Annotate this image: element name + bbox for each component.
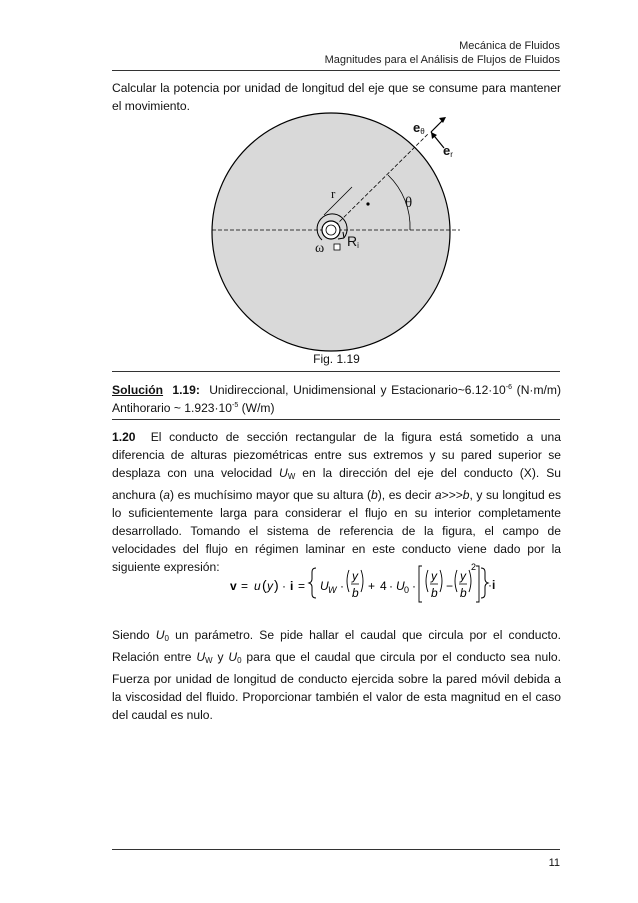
label-e-r: $e_r$ bbox=[443, 143, 453, 159]
eq-lbracket bbox=[419, 566, 422, 602]
footer-rule bbox=[112, 849, 560, 850]
label-omega: ω bbox=[315, 241, 325, 256]
point-marker bbox=[366, 202, 369, 205]
eq-paren-open: ( bbox=[262, 577, 267, 593]
eq-rparen-3 bbox=[469, 570, 471, 592]
eq-dot-4: · bbox=[412, 579, 416, 593]
label-Ri: $R_i$ bbox=[347, 233, 359, 250]
eq-square: 2 bbox=[471, 562, 477, 572]
eq-dot-1: · bbox=[282, 579, 286, 593]
e-r-vector bbox=[431, 120, 443, 132]
eq-i-1: i bbox=[290, 579, 294, 593]
eq-y: y bbox=[267, 579, 273, 593]
eq-dot-3: · bbox=[389, 579, 393, 593]
eq-frac3-den: b bbox=[460, 586, 467, 600]
eq-equals-2: = bbox=[298, 579, 306, 593]
eq-frac2-den: b bbox=[431, 586, 438, 600]
eq-lparen-1 bbox=[347, 570, 349, 592]
eq-dot-2: · bbox=[340, 579, 344, 593]
eq-U-1: U bbox=[320, 579, 329, 593]
eq-v: v bbox=[230, 579, 237, 593]
eq-frac1-num: y bbox=[352, 569, 358, 583]
eq-frac2-num: y bbox=[431, 569, 437, 583]
header-subtitle: Magnitudes para el Análisis de Flujos de Fluidos bbox=[324, 54, 560, 66]
eq-rbracket bbox=[476, 566, 479, 602]
eq-four: 4 bbox=[380, 579, 387, 593]
question-paragraph: Siendo $U_0$ un parámetro. Se pide hallar el caudal que circula por el conducto. Relación entre $U_W$ y $U_0$ para que el caudal que circula por el conducto sea nulo. Fuerza por unidad de longitud de conducto ejercida sobre la pared móvil debida a la viscosidad del fluido. Proporcionar también el valor de esta magnitud en el caso del caudal es nulo. bbox=[112, 628, 561, 722]
eq-frac1-den: b bbox=[352, 586, 359, 600]
eq-minus: − bbox=[446, 579, 454, 593]
velocity-equation bbox=[200, 560, 490, 610]
eq-lparen-3 bbox=[455, 570, 457, 592]
page-number: 11 bbox=[548, 857, 560, 869]
eq-brace-right bbox=[481, 568, 488, 598]
eq-plus: + bbox=[368, 579, 376, 593]
solution-top-rule bbox=[112, 371, 560, 372]
solution-line-2: Antihorario ~ $1.923\cdot 10^{-5}$ (W/m) bbox=[112, 401, 275, 415]
header-rule bbox=[112, 70, 560, 71]
shaft-mark bbox=[334, 244, 340, 250]
eq-u: u bbox=[254, 579, 261, 593]
eq-0-sub: 0 bbox=[404, 585, 410, 595]
eq-lparen-2 bbox=[426, 570, 428, 592]
label-e-theta: $e_\theta$ bbox=[413, 120, 425, 136]
eq-W-sub: W bbox=[328, 585, 337, 595]
eq-rparen-2 bbox=[440, 570, 442, 592]
inner-shaft bbox=[322, 221, 340, 239]
eq-paren-close: ) bbox=[274, 577, 279, 593]
figure-caption: Fig. 1.19 bbox=[313, 352, 360, 366]
header-title: Mecánica de Fluidos bbox=[459, 40, 560, 52]
eq-U-2: U bbox=[396, 579, 405, 593]
intro-paragraph: Calcular la potencia por unidad de longitud del eje que se consume para mantener el movimiento. bbox=[112, 81, 561, 113]
eq-equals-1: = bbox=[241, 579, 249, 593]
solution-bottom-rule bbox=[112, 419, 560, 420]
label-theta: θ bbox=[405, 195, 413, 211]
figure-1-19 bbox=[210, 112, 470, 362]
eq-brace-left bbox=[309, 568, 316, 598]
eq-tail: ·i bbox=[488, 578, 496, 592]
e-r-arrowhead bbox=[439, 117, 446, 123]
label-r: r bbox=[331, 186, 336, 201]
eq-frac3-num: y bbox=[460, 569, 466, 583]
eq-rparen-1 bbox=[361, 570, 363, 592]
problem-paragraph: 1.20 El conducto de sección rectangular de la figura está sometido a una diferencia de alturas piezométricas entre sus extremos y su pared superior se desplaza con una velocidad $U_W$ en la dirección del eje del conducto (X). Su anchura (a) es muchísimo mayor que su altura (b), es decir a>>>b, y su longitud es lo suficientemente larga para considerar el flujo en su interior completamente desarrollado. Tomando el sistema de referencia de la figura, el campo de velocidades del flujo en régimen laminar en este conducto viene dado por la siguiente expresión: bbox=[112, 430, 562, 574]
solution-line-1: Solución 1.19: Unidireccional, Unidimensional y $Estacionario\sim 6.12\cdot 10^{-6}$ (N·m/m) bbox=[112, 383, 561, 397]
